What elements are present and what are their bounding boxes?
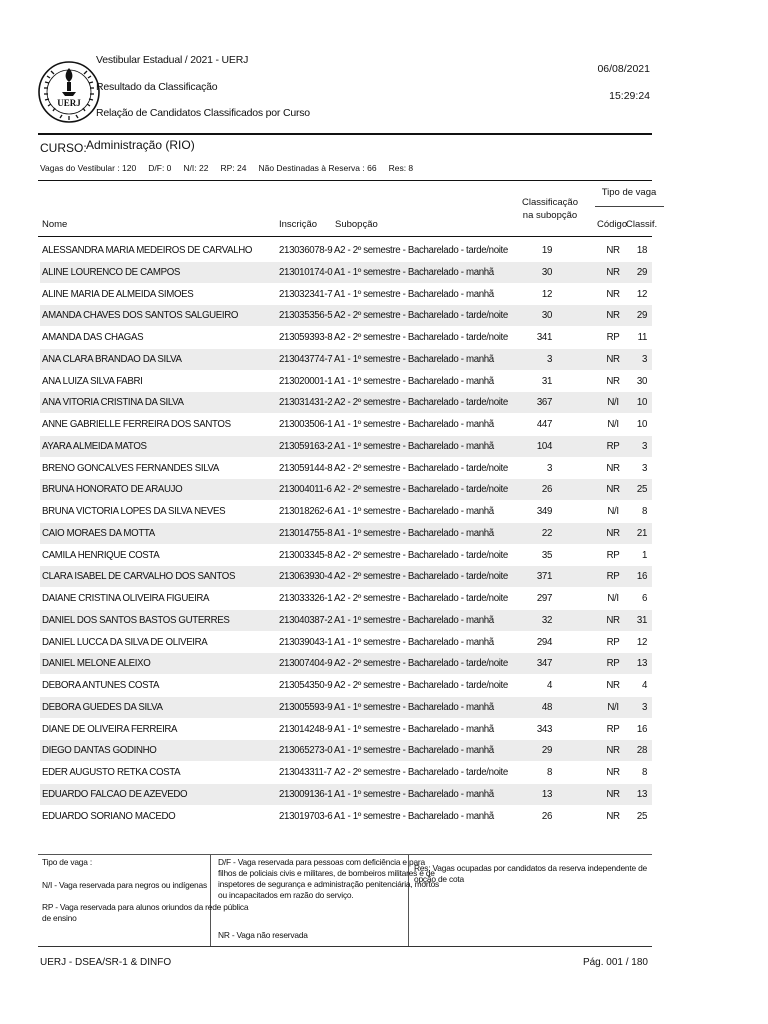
cell-nome: DAIANE CRISTINA OLIVEIRA FIGUEIRA [42, 593, 210, 604]
table-row [40, 632, 652, 653]
cell-inscricao: 213005593-9 [279, 701, 333, 713]
cell-subopcao: A2 - 2º semestre - Bacharelado - tarde/noite [334, 245, 508, 256]
uerj-logo [36, 52, 102, 132]
cell-inscricao: 213003506-1 [279, 419, 333, 430]
cell-classif: 3 [641, 701, 647, 713]
cell-classif: 6 [641, 593, 647, 604]
cell-codigo: NR [606, 788, 620, 800]
curso-name: Administração (RIO) [86, 138, 195, 152]
cell-nome: ALESSANDRA MARIA MEDEIROS DE CARVALHO [42, 245, 253, 256]
report-date: 06/08/2021 [597, 63, 650, 75]
cell-nome: DEBORA ANTUNES COSTA [42, 680, 160, 691]
footer-tipo-title: Tipo de vaga : [42, 857, 92, 867]
cell-codigo: N/I [607, 701, 619, 713]
cell-inscricao: 213059393-8 [279, 332, 333, 343]
cell-subopcao: A2 - 2º semestre - Bacharelado - tarde/noite [334, 332, 508, 343]
stat-res: Res: 8 [388, 163, 414, 173]
header-report-name: Relação de Candidatos Classificados por Curso [96, 107, 310, 119]
cell-codigo: NR [606, 810, 620, 822]
cell-subopcao: A1 - 1º semestre - Bacharelado - manhã [334, 375, 494, 387]
table-row [40, 414, 652, 435]
cell-inscricao: 213020001-1 [279, 375, 333, 387]
cell-classif: 21 [636, 527, 647, 539]
stat-vagas: Vagas do Vestibular : 120 [40, 163, 137, 173]
cell-classificacao: 371 [536, 571, 552, 583]
cell-codigo: N/I [607, 397, 619, 409]
header-title: Vestibular Estadual / 2021 - UERJ [96, 54, 249, 66]
cell-classif: 12 [636, 288, 647, 300]
cell-codigo: NR [606, 484, 620, 496]
cell-classificacao: 3 [546, 353, 552, 365]
cell-codigo: RP [606, 658, 620, 670]
cell-classificacao: 32 [541, 614, 552, 626]
cell-classificacao: 26 [541, 484, 552, 496]
cell-subopcao: A1 - 1º semestre - Bacharelado - manhã [334, 614, 494, 626]
cell-subopcao: A1 - 1º semestre - Bacharelado - manhã [334, 527, 494, 539]
cell-classif: 3 [641, 440, 647, 452]
cell-codigo: RP [606, 332, 620, 343]
cell-nome: ANA LUIZA SILVA FABRI [42, 375, 143, 387]
footer-rp-desc-1: RP - Vaga reservada para alunos oriundos da rede pública [42, 902, 249, 912]
cell-subopcao: A1 - 1º semestre - Bacharelado - manhã [334, 723, 494, 735]
cell-codigo: RP [606, 549, 620, 561]
cell-inscricao: 213040387-2 [279, 614, 333, 626]
cell-classif: 10 [636, 419, 647, 430]
cell-nome: DANIEL MELONE ALEIXO [42, 658, 151, 670]
cell-classificacao: 341 [536, 332, 552, 343]
cell-nome: ALINE LOURENCO DE CAMPOS [42, 266, 181, 278]
cell-inscricao: 213003345-8 [279, 549, 333, 561]
cell-subopcao: A1 - 1º semestre - Bacharelado - manhã [334, 810, 494, 822]
cell-classif: 31 [636, 614, 647, 626]
cell-classif: 16 [636, 571, 647, 583]
cell-subopcao: A1 - 1º semestre - Bacharelado - manhã [334, 353, 494, 365]
table-row [40, 240, 652, 261]
cell-classif: 13 [636, 788, 647, 800]
col-classificacao-1: Classificação [522, 197, 578, 208]
footer-res-desc-1: Res: Vagas ocupadas por candidatos da reserva independente de [414, 863, 648, 873]
cell-subopcao: A1 - 1º semestre - Bacharelado - manhã [334, 506, 494, 517]
cell-classif: 4 [641, 680, 647, 691]
cell-nome: DIANE DE OLIVEIRA FERREIRA [42, 723, 178, 735]
cell-inscricao: 213043774-7 [279, 353, 333, 365]
cell-subopcao: A2 - 2º semestre - Bacharelado - tarde/noite [334, 593, 508, 604]
cell-subopcao: A1 - 1º semestre - Bacharelado - manhã [334, 288, 494, 300]
cell-inscricao: 213065273-0 [279, 745, 333, 757]
table-row [40, 762, 652, 783]
table-row [40, 523, 652, 544]
cell-codigo: NR [606, 266, 620, 278]
cell-nome: BRUNA HONORATO DE ARAUJO [42, 484, 183, 496]
curso-label: CURSO: [40, 141, 87, 155]
cell-classif: 25 [636, 484, 647, 496]
cell-codigo: NR [606, 375, 620, 387]
cell-classif: 8 [641, 767, 647, 778]
cell-inscricao: 213033326-1 [279, 593, 333, 604]
cell-subopcao: A2 - 2º semestre - Bacharelado - tarde/noite [334, 462, 508, 474]
table-row [40, 284, 652, 305]
cell-nome: BRUNA VICTORIA LOPES DA SILVA NEVES [42, 506, 226, 517]
cell-classif: 29 [636, 266, 647, 278]
cell-inscricao: 213032341-7 [279, 288, 333, 300]
table-row [40, 262, 652, 283]
cell-classificacao: 12 [541, 288, 552, 300]
table-row [40, 392, 652, 413]
cell-codigo: NR [606, 680, 620, 691]
cell-inscricao: 213019703-6 [279, 810, 333, 822]
cell-classificacao: 29 [541, 745, 552, 757]
cell-classificacao: 31 [541, 375, 552, 387]
table-row [40, 349, 652, 370]
curso-rule [38, 180, 652, 181]
footer-df-desc-4: ou incapacitados em razão do serviço. [218, 890, 354, 900]
cell-classificacao: 343 [536, 723, 552, 735]
cell-subopcao: A2 - 2º semestre - Bacharelado - tarde/noite [334, 484, 508, 496]
cell-subopcao: A1 - 1º semestre - Bacharelado - manhã [334, 266, 494, 278]
cell-nome: AYARA ALMEIDA MATOS [42, 440, 147, 452]
table-row [40, 501, 652, 522]
cell-inscricao: 213059163-2 [279, 440, 333, 452]
cell-nome: AMANDA DAS CHAGAS [42, 332, 144, 343]
cell-inscricao: 213014248-9 [279, 723, 333, 735]
cell-classif: 3 [641, 353, 647, 365]
cell-codigo: RP [606, 571, 620, 583]
footer-bottom-rule [38, 946, 652, 947]
cell-nome: CAIO MORAES DA MOTTA [42, 527, 155, 539]
table-row [40, 545, 652, 566]
stat-ni: N/I: 22 [183, 163, 209, 173]
cell-subopcao: A2 - 2º semestre - Bacharelado - tarde/noite [334, 397, 508, 409]
footer-ni-desc: N/I - Vaga reservada para negros ou indígenas [42, 880, 207, 890]
cell-classif: 29 [636, 310, 647, 322]
table-row [40, 305, 652, 326]
col-nome: Nome [42, 219, 68, 230]
cell-nome: ANA CLARA BRANDAO DA SILVA [42, 353, 182, 365]
report-time: 15:29:24 [609, 90, 650, 102]
col-tipo-vaga: Tipo de vaga [601, 187, 657, 198]
footer-df-desc-3: inspetores de segurança e administração penitenciária, mortos [218, 879, 440, 889]
cell-classificacao: 3 [546, 462, 552, 474]
footer-org: UERJ - DSEA/SR-1 & DINFO [40, 957, 172, 968]
cell-codigo: NR [606, 614, 620, 626]
header-rule [38, 133, 652, 135]
cell-inscricao: 213035356-5 [279, 310, 333, 322]
cell-nome: EDUARDO SORIANO MACEDO [42, 810, 176, 822]
stat-df: D/F: 0 [148, 163, 172, 173]
table-row [40, 588, 652, 609]
cell-subopcao: A2 - 2º semestre - Bacharelado - tarde/noite [334, 571, 508, 583]
cell-codigo: NR [606, 462, 620, 474]
cell-classif: 16 [636, 723, 647, 735]
cell-nome: ANA VITORIA CRISTINA DA SILVA [42, 397, 184, 409]
cell-subopcao: A2 - 2º semestre - Bacharelado - tarde/noite [334, 549, 508, 561]
table-row [40, 566, 652, 587]
cell-codigo: NR [606, 745, 620, 757]
cell-classificacao: 30 [541, 266, 552, 278]
cell-classificacao: 447 [536, 419, 552, 430]
cell-classificacao: 297 [536, 593, 552, 604]
cell-classificacao: 349 [536, 506, 552, 517]
cell-classificacao: 26 [541, 810, 552, 822]
cell-nome: BRENO GONCALVES FERNANDES SILVA [42, 462, 220, 474]
cell-classif: 8 [641, 506, 647, 517]
footer-nr-desc: NR - Vaga não reservada [218, 930, 308, 940]
cell-classificacao: 13 [541, 788, 552, 800]
cell-codigo: N/I [607, 419, 619, 430]
cell-classificacao: 8 [546, 767, 552, 778]
curso-stats [40, 163, 425, 173]
cell-classificacao: 367 [536, 397, 552, 409]
footer-top-rule [38, 854, 652, 855]
cell-classif: 13 [636, 658, 647, 670]
cell-subopcao: A1 - 1º semestre - Bacharelado - manhã [334, 788, 494, 800]
cell-codigo: N/I [607, 593, 619, 604]
tipo-vaga-rule [595, 206, 664, 207]
cell-subopcao: A1 - 1º semestre - Bacharelado - manhã [334, 701, 494, 713]
cell-codigo: RP [606, 440, 620, 452]
cell-classificacao: 294 [536, 636, 552, 648]
footer-rp-desc-2: de ensino [42, 913, 77, 923]
cell-codigo: RP [606, 723, 620, 735]
table-row [40, 675, 652, 696]
table-row [40, 371, 652, 392]
cell-classificacao: 35 [541, 549, 552, 561]
cell-inscricao: 213007404-9 [279, 658, 333, 670]
footer-df-desc-2: filhos de policiais civis e militares, de bombeiros militares e de [218, 868, 435, 878]
cell-nome: DANIEL LUCCA DA SILVA DE OLIVEIRA [42, 636, 208, 648]
table-row [40, 784, 652, 805]
cell-codigo: NR [606, 527, 620, 539]
cell-codigo: NR [606, 288, 620, 300]
stat-rp: RP: 24 [220, 163, 247, 173]
table-row [40, 697, 652, 718]
cell-inscricao: 213014755-8 [279, 527, 333, 539]
cell-classificacao: 347 [536, 658, 552, 670]
cell-inscricao: 213018262-6 [279, 506, 333, 517]
cell-nome: CAMILA HENRIQUE COSTA [42, 549, 160, 561]
cell-nome: DANIEL DOS SANTOS BASTOS GUTERRES [42, 614, 230, 626]
footer-res-desc-2: opção de cota [414, 874, 465, 884]
table-row [40, 740, 652, 761]
cell-classif: 25 [636, 810, 647, 822]
col-inscricao: Inscrição [279, 219, 318, 230]
col-codigo: Código [597, 219, 628, 230]
cell-subopcao: A2 - 2º semestre - Bacharelado - tarde/noite [334, 680, 508, 691]
cell-classificacao: 4 [546, 680, 552, 691]
table-row [40, 806, 652, 827]
cell-nome: EDUARDO FALCAO DE AZEVEDO [42, 788, 188, 800]
cell-inscricao: 213004011-6 [279, 484, 332, 496]
cell-subopcao: A2 - 2º semestre - Bacharelado - tarde/noite [334, 310, 508, 322]
cell-codigo: NR [606, 245, 620, 256]
cell-nome: DEBORA GUEDES DA SILVA [42, 701, 163, 713]
columns-rule [38, 236, 652, 237]
cell-subopcao: A2 - 2º semestre - Bacharelado - tarde/noite [334, 658, 508, 670]
cell-classif: 3 [641, 462, 647, 474]
cell-inscricao: 213059144-8 [279, 462, 333, 474]
cell-nome: CLARA ISABEL DE CARVALHO DOS SANTOS [42, 571, 236, 583]
cell-classif: 1 [641, 549, 647, 561]
table-row [40, 458, 652, 479]
cell-classif: 10 [636, 397, 647, 409]
cell-inscricao: 213031431-2 [279, 397, 333, 409]
cell-classif: 30 [636, 375, 647, 387]
stat-nao-destinadas: Não Destinadas à Reserva : 66 [258, 163, 377, 173]
col-classif: Classif. [626, 219, 658, 230]
col-classificacao-2: na subopção [522, 210, 578, 221]
col-subopcao: Subopção [335, 219, 378, 230]
cell-inscricao: 213009136-1 [279, 788, 333, 800]
cell-inscricao: 213063930-4 [279, 571, 333, 583]
cell-classif: 11 [637, 332, 647, 343]
cell-codigo: NR [606, 353, 620, 365]
cell-codigo: NR [606, 767, 620, 778]
cell-classificacao: 22 [541, 527, 552, 539]
cell-codigo: NR [606, 310, 620, 322]
cell-nome: AMANDA CHAVES DOS SANTOS SALGUEIRO [42, 310, 239, 322]
cell-classificacao: 30 [541, 310, 552, 322]
cell-codigo: N/I [607, 506, 619, 517]
table-row [40, 719, 652, 740]
cell-inscricao: 213054350-9 [279, 680, 333, 691]
footer-divider-1 [210, 854, 211, 946]
cell-classificacao: 104 [536, 440, 552, 452]
cell-inscricao: 213043311-7 [279, 767, 332, 778]
table-row [40, 610, 652, 631]
cell-nome: EDER AUGUSTO RETKA COSTA [42, 767, 181, 778]
cell-inscricao: 213036078-9 [279, 245, 333, 256]
cell-subopcao: A1 - 1º semestre - Bacharelado - manhã [334, 440, 494, 452]
table-row [40, 436, 652, 457]
cell-inscricao: 213039043-1 [279, 636, 333, 648]
footer-page-number: Pág. 001 / 180 [582, 957, 648, 968]
table-row [40, 479, 652, 500]
header-subtitle: Resultado da Classificação [96, 81, 218, 93]
table-row [40, 327, 652, 348]
cell-nome: ALINE MARIA DE ALMEIDA SIMOES [42, 288, 194, 300]
cell-classificacao: 19 [541, 245, 552, 256]
cell-inscricao: 213010174-0 [279, 266, 333, 278]
cell-classificacao: 48 [541, 701, 552, 713]
logo-text: UERJ [57, 98, 81, 108]
cell-classif: 12 [636, 636, 647, 648]
cell-subopcao: A1 - 1º semestre - Bacharelado - manhã [334, 636, 494, 648]
table-row [40, 653, 652, 674]
cell-codigo: RP [606, 636, 620, 648]
footer-df-desc-1: D/F - Vaga reservada para pessoas com deficiência e para [218, 857, 425, 867]
cell-nome: ANNE GABRIELLE FERREIRA DOS SANTOS [42, 419, 231, 430]
cell-subopcao: A1 - 1º semestre - Bacharelado - manhã [334, 419, 494, 430]
cell-classif: 18 [636, 245, 647, 256]
cell-classif: 28 [636, 745, 647, 757]
cell-nome: DIEGO DANTAS GODINHO [42, 745, 157, 757]
cell-subopcao: A2 - 2º semestre - Bacharelado - tarde/noite [334, 767, 508, 778]
cell-subopcao: A1 - 1º semestre - Bacharelado - manhã [334, 745, 494, 757]
